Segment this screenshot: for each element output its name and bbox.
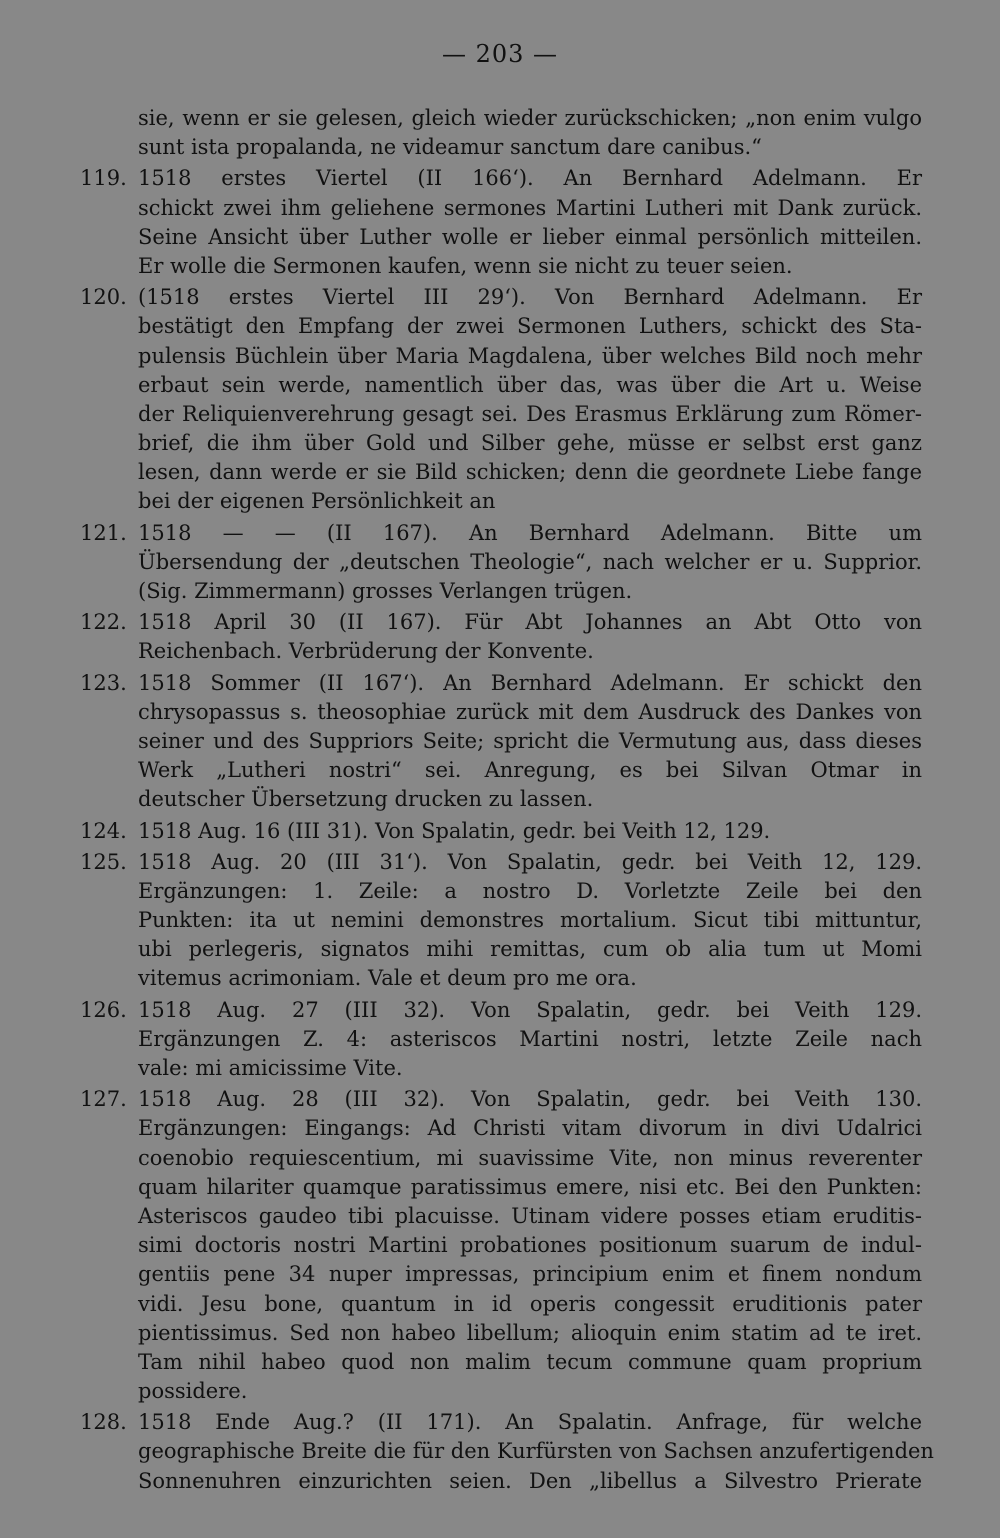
page-body	[80, 104, 934, 1496]
line-text: (1518 erstes Viertel III 29‘). Von Bernhard Adelmann. Er	[138, 285, 922, 310]
entry-line	[138, 458, 922, 487]
line-text: possidere.	[138, 1379, 248, 1404]
line-text: erbaut sein werde, namentlich über das, was über die Art u. Weise	[138, 372, 922, 397]
line-text: Sonnenuhren einzurichten seien. Den „libellus a Silvestro Prierate	[138, 1468, 922, 1493]
entry-line	[138, 1025, 922, 1054]
line-text: Ergänzungen: Eingangs: Ad Christi vitam divorum in divi Udalrici	[138, 1116, 922, 1141]
entry-line	[138, 698, 922, 727]
entry-line	[138, 223, 922, 252]
entry-number: 122.	[80, 610, 127, 635]
line-text: Übersendung der „deutschen Theologie“, nach welcher er u. Supprior.	[138, 549, 922, 574]
entry-line	[138, 1348, 922, 1377]
line-text: lesen, dann werde er sie Bild schicken; denn die geordnete Liebe fange	[138, 460, 922, 485]
entry-number: 124.	[80, 818, 127, 843]
line-text: deutscher Übersetzung drucken zu lassen.	[138, 787, 594, 812]
line-text: der Reliquienverehrung gesagt sei. Des Erasmus Erklärung zum Römer-	[138, 401, 922, 426]
entry-line	[138, 906, 922, 935]
entry-line	[138, 756, 922, 785]
line-text: sunt ista propalanda, ne videamur sanctum dare canibus.“	[138, 135, 762, 160]
line-text: brief, die ihm über Gold und Silber gehe, müsse er selbst erst ganz	[138, 431, 922, 456]
line-text: Asteriscos gaudeo tibi placuisse. Utinam videre posses etiam eruditis-	[138, 1203, 922, 1228]
line-text: Ergänzungen: 1. Zeile: a nostro D. Vorletzte Zeile bei den	[138, 878, 922, 903]
entry-line	[138, 133, 922, 162]
entry-line	[138, 1260, 922, 1289]
entry-line	[138, 371, 922, 400]
entry-line	[138, 548, 922, 577]
line-text: vitemus acrimoniam. Vale et deum pro me ora.	[138, 966, 637, 991]
line-text: pientissimus. Sed non habeo libellum; alioquin enim statim ad te iret.	[138, 1320, 922, 1345]
page-number: — 203 —	[441, 40, 559, 68]
line-text: 1518 Aug. 27 (III 32). Von Spalatin, gedr. bei Veith 129.	[138, 997, 922, 1022]
entry-line	[138, 1290, 922, 1319]
entry-line	[138, 1377, 922, 1406]
entry-number: 121.	[80, 520, 127, 545]
entry-number: 127.	[80, 1087, 127, 1112]
line-text: coenobio requiescentium, mi suavissime Vite, non minus reverenter	[138, 1145, 922, 1170]
entry-line	[138, 577, 922, 606]
line-text: (Sig. Zimmermann) grosses Verlangen trügen.	[138, 579, 633, 603]
entry-line	[138, 1054, 922, 1083]
line-text: bestätigt den Empfang der zwei Sermonen Luthers, schickt des Sta-	[138, 314, 922, 339]
line-text: 1518 Aug. 28 (III 32). Von Spalatin, gedr. bei Veith 130.	[138, 1087, 922, 1112]
entry-line	[138, 1202, 922, 1231]
line-text: Werk „Lutheri nostri“ sei. Anregung, es bei Silvan Otmar in	[138, 758, 922, 783]
entry-line	[138, 1437, 934, 1466]
entry-line	[138, 964, 922, 993]
entry-line	[138, 429, 922, 458]
entry-first-line	[80, 1408, 922, 1437]
entry-first-line	[80, 283, 922, 312]
entry-first-line	[80, 669, 922, 698]
line-text: gentiis pene 34 nuper impressas, principium enim et finem nondum	[138, 1262, 922, 1287]
entry-line	[138, 637, 922, 666]
entry-line	[138, 1114, 922, 1143]
line-text: quam hilariter quamque paratissimus emere, nisi etc. Bei den Punkten:	[138, 1174, 922, 1199]
entry-first-line	[80, 848, 922, 877]
line-text: vale: mi amicissime Vite.	[138, 1056, 403, 1080]
line-text: 1518 Sommer (II 167‘). An Bernhard Adelmann. Er schickt den	[138, 670, 922, 695]
line-text: pulensis Büchlein über Maria Magdalena, über welches Bild noch mehr	[138, 343, 922, 368]
entry-line	[138, 877, 922, 906]
entry-line	[138, 252, 922, 281]
line-text: simi doctoris nostri Martini probationes positionum suarum de indul-	[138, 1233, 922, 1258]
entry-number: 125.	[80, 849, 127, 874]
entry-number: 126.	[80, 997, 127, 1022]
entry-line	[138, 400, 922, 429]
line-text: 1518 April 30 (II 167). Für Abt Johannes an Abt Otto von	[138, 610, 922, 635]
line-text: 1518 — — (II 167). An Bernhard Adelmann. Bitte um	[138, 520, 922, 545]
line-text: schickt zwei ihm geliehene sermones Martini Lutheri mit Dank zurück.	[138, 195, 922, 220]
line-text: 1518 erstes Viertel (II 166‘). An Bernhard Adelmann. Er	[138, 166, 922, 191]
entry-line	[138, 194, 922, 223]
entry-first-line	[80, 817, 922, 846]
line-text: Ergänzungen Z. 4: asteriscos Martini nostri, letzte Zeile nach	[138, 1026, 922, 1051]
entry-line	[138, 487, 922, 516]
line-text: Punkten: ita ut nemini demonstres mortalium. Sicut tibi mittuntur,	[138, 908, 922, 933]
line-text: Reichenbach. Verbrüderung der Konvente.	[138, 639, 594, 664]
entry-first-line	[80, 996, 922, 1025]
entry-line	[138, 312, 922, 341]
line-text: 1518 Ende Aug.? (II 171). An Spalatin. Anfrage, für welche	[138, 1410, 922, 1435]
line-text: Seine Ansicht über Luther wolle er lieber einmal persönlich mitteilen.	[138, 224, 922, 249]
entry-line	[138, 104, 922, 133]
entry-number: 128.	[80, 1410, 127, 1435]
line-text: sie, wenn er sie gelesen, gleich wieder zurückschicken; „non enim vulgo	[138, 106, 922, 130]
entry-line	[138, 342, 922, 371]
entry-line	[138, 1231, 922, 1260]
entry-line	[138, 785, 922, 814]
entry-number: 120.	[80, 285, 127, 310]
line-text: vidi. Jesu bone, quantum in id operis congessit eruditionis pater	[138, 1291, 922, 1316]
line-text: Er wolle die Sermonen kaufen, wenn sie nicht zu teuer seien.	[138, 253, 793, 278]
line-text: 1518 Aug. 16 (III 31). Von Spalatin, gedr. bei Veith 12, 129.	[138, 818, 771, 843]
entry-number: 119.	[80, 166, 127, 191]
line-text: bei der eigenen Persönlichkeit an	[138, 489, 496, 514]
entry-line	[138, 1173, 922, 1202]
entry-first-line	[80, 1085, 922, 1114]
entry-number: 123.	[80, 670, 127, 695]
entry-first-line	[80, 608, 922, 637]
entry-line	[138, 935, 922, 964]
entry-line	[138, 1319, 922, 1348]
entry-first-line	[80, 519, 922, 548]
entry-first-line	[80, 164, 922, 193]
entry-line	[138, 727, 922, 756]
line-text: geographische Breite die für den Kurfürsten von Sachsen anzufertigenden	[138, 1439, 934, 1464]
entry-line	[138, 1467, 922, 1496]
line-text: 1518 Aug. 20 (III 31‘). Von Spalatin, gedr. bei Veith 12, 129.	[138, 849, 922, 874]
line-text: seiner und des Suppriors Seite; spricht die Vermutung aus, dass dieses	[138, 728, 922, 753]
entry-line	[138, 1144, 922, 1173]
line-text: Tam nihil habeo quod non malim tecum commune quam proprium	[138, 1349, 922, 1374]
line-text: chrysopassus s. theosophiae zurück mit dem Ausdruck des Dankes von	[138, 699, 922, 724]
line-text: ubi perlegeris, signatos mihi remittas, cum ob alia tum ut Momi	[138, 937, 922, 962]
